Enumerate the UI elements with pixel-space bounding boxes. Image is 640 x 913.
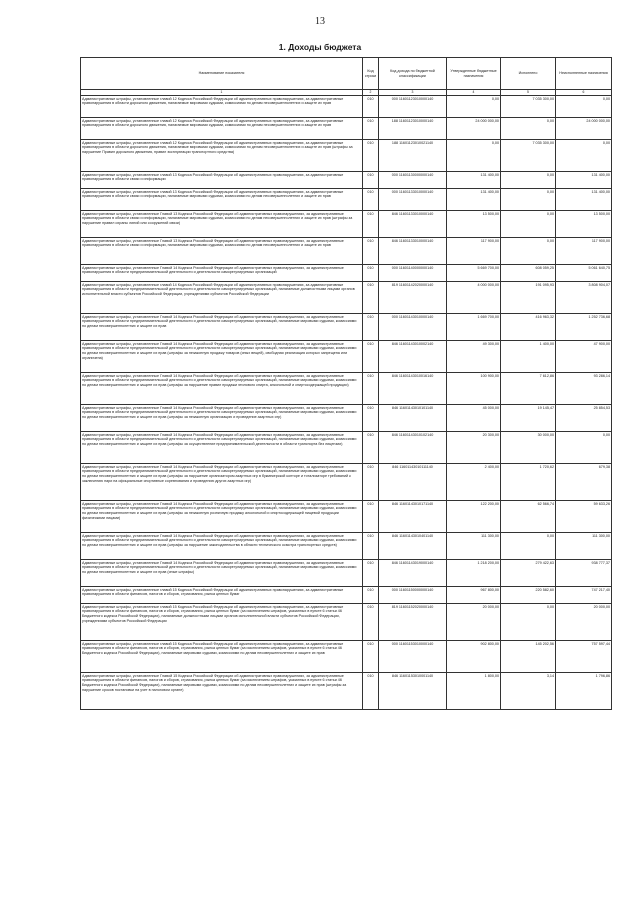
row-name-cell: Административные штрафы, установленные Главой 13 Кодекса Российской Федерации об административных правонарушениях, за административные правонарушения в области связи и информации, налагаемые мировыми судьями, комиссиями по делам несовершеннолетних и защите их прав (штрафы за нарушение правил охраны линий или сооружений связи) — [81, 211, 363, 238]
row-executed-cell: 0,00 — [501, 189, 556, 211]
column-number: 5 — [501, 90, 556, 96]
row-executed-cell: 62 566,74 — [501, 501, 556, 533]
row-approved-cell: 4 000 000,00 — [447, 282, 501, 314]
row-remaining-cell: 131 400,00 — [556, 172, 612, 189]
row-name-cell: Административные штрафы, установленные главой 14 Кодекса Российской Федерации об административных правонарушениях, за административные правонарушения в области предпринимательской деятельности и деятельности саморегулируемых организаций, налагаемые должностными лицами органов исполнительной власти субъектов Российской Федерации, учреждениями субъектов Российской Федерации — [81, 282, 363, 314]
header-approved: Утвержденные бюджетные назначения — [447, 58, 501, 90]
row-approved-cell: 2 400,00 — [447, 464, 501, 501]
row-kbk-cell: 000 11601130000000140 — [379, 172, 447, 189]
row-name-cell: Административные штрафы, установленные Главой 14 Кодекса Российской Федерации об административных правонарушениях, за административные правонарушения в области предпринимательской деятельности и деятельности саморегулируемых организаций, налагаемые мировыми судьями, комиссиями по делам несовершеннолетних и защите их прав (штрафы за осуществление предпринимательской деятельности в области транспорта без лицензии) — [81, 432, 363, 464]
row-approved-cell: 100 900,00 — [447, 373, 501, 405]
row-executed-cell: 0,00 — [501, 172, 556, 189]
table-row — [81, 501, 612, 533]
row-remaining-cell: 757 597,44 — [556, 641, 612, 673]
row-name-cell: Административные штрафы, установленные главой 13 Кодекса Российской Федерации об административных правонарушениях, за административные правонарушения в области связи и информации, налагаемые мировыми судьями, комиссиями по делам несовершеннолетних и защите их прав — [81, 189, 363, 211]
row-approved-cell: 131 400,00 — [447, 189, 501, 211]
row-approved-cell: 45 000,00 — [447, 405, 501, 432]
row-remaining-cell: 111 300,00 — [556, 533, 612, 560]
table-row — [81, 405, 612, 432]
row-approved-cell: 13 500,00 — [447, 211, 501, 238]
row-executed-cell: 220 582,60 — [501, 587, 556, 604]
row-executed-cell: 145 202,56 — [501, 641, 556, 673]
column-number: 2 — [363, 90, 379, 96]
row-code-cell: 010 — [363, 604, 379, 641]
row-code-cell: 010 — [363, 673, 379, 710]
row-executed-cell: 0,00 — [501, 211, 556, 238]
row-approved-cell: 5 669 700,00 — [447, 265, 501, 282]
row-code-cell: 010 — [363, 172, 379, 189]
row-approved-cell: 1 669 700,00 — [447, 314, 501, 341]
table-row — [81, 432, 612, 464]
row-executed-cell: 7 035 300,00 — [501, 140, 556, 172]
row-executed-cell: 0,00 — [501, 238, 556, 265]
row-name-cell: Административные штрафы, установленные главой 13 Кодекса Российской Федерации об административных правонарушениях, за административные правонарушения в области связи и информации — [81, 172, 363, 189]
row-executed-cell: 416 963,32 — [501, 314, 556, 341]
row-remaining-cell: 0,00 — [556, 96, 612, 118]
table-row — [81, 373, 612, 405]
table-row — [81, 172, 612, 189]
table-row — [81, 641, 612, 673]
row-code-cell: 010 — [363, 140, 379, 172]
table-row — [81, 673, 612, 710]
row-remaining-cell: 131 400,00 — [556, 189, 612, 211]
table-row — [81, 533, 612, 560]
row-approved-cell: 0,00 — [447, 140, 501, 172]
row-code-cell: 010 — [363, 464, 379, 501]
header-remaining: Неисполненные назначения — [556, 58, 612, 90]
row-remaining-cell: 25 854,53 — [556, 405, 612, 432]
row-kbk-cell: 846 11601143010101140 — [379, 405, 447, 432]
row-kbk-cell: 846 11601133010000140 — [379, 238, 447, 265]
table-row — [81, 140, 612, 172]
table-row — [81, 265, 612, 282]
row-code-cell: 010 — [363, 314, 379, 341]
row-approved-cell: 49 300,00 — [447, 341, 501, 373]
table-row — [81, 604, 612, 641]
row-code-cell: 010 — [363, 341, 379, 373]
row-code-cell: 010 — [363, 641, 379, 673]
row-executed-cell: 1 400,00 — [501, 341, 556, 373]
row-remaining-cell: 20 000,00 — [556, 604, 612, 641]
row-name-cell: Административные штрафы, установленные Главой 14 Кодекса Российской Федерации об административных правонарушениях, за административные правонарушения в области предпринимательской деятельности и деятельности саморегулируемых организаций, налагаемые мировыми судьями, комиссиями по делам несовершеннолетних и защите их прав — [81, 314, 363, 341]
row-name-cell: Административные штрафы, установленные главой 15 Кодекса Российской Федерации об административных правонарушениях, за административные правонарушения в области финансов, налогов и сборов, страхования, рынка ценных бумаг — [81, 587, 363, 604]
row-approved-cell: 1 800,00 — [447, 673, 501, 710]
row-kbk-cell: 819 11601142020000140 — [379, 282, 447, 314]
row-remaining-cell: 747 217,40 — [556, 587, 612, 604]
row-name-cell: Административные штрафы, установленные главой 12 Кодекса Российской Федерации об административных правонарушениях, за административные правонарушения в области дорожного движения, налагаемые мировыми судьями, комиссиями по делам несовершеннолетних и защите их прав — [81, 96, 363, 118]
row-executed-cell: 3,14 — [501, 673, 556, 710]
header-kbk: Код дохода по бюджетной классификации — [379, 58, 447, 90]
row-kbk-cell: 846 11601143010102140 — [379, 432, 447, 464]
column-number: 6 — [556, 90, 612, 96]
row-code-cell: 010 — [363, 501, 379, 533]
row-remaining-cell: 3 808 904,07 — [556, 282, 612, 314]
row-approved-cell: 117 900,00 — [447, 238, 501, 265]
row-remaining-cell: 938 777,37 — [556, 560, 612, 587]
row-kbk-cell: 000 11601123010000140 — [379, 96, 447, 118]
column-number: 4 — [447, 90, 501, 96]
row-executed-cell: 7 612,86 — [501, 373, 556, 405]
header-code: Код строки — [363, 58, 379, 90]
row-code-cell: 010 — [363, 189, 379, 211]
row-executed-cell: 0,00 — [501, 604, 556, 641]
row-name-cell: Административные штрафы, установленные Главой 14 Кодекса Российской Федерации об административных правонарушениях, за административные правонарушения в области предпринимательской деятельности и деятельности саморегулируемых организаций — [81, 265, 363, 282]
row-remaining-cell: 0,00 — [556, 432, 612, 464]
table-row — [81, 211, 612, 238]
row-executed-cell: 279 422,63 — [501, 560, 556, 587]
row-code-cell: 010 — [363, 373, 379, 405]
row-code-cell: 010 — [363, 432, 379, 464]
row-kbk-cell: 846 11601143019000140 — [379, 560, 447, 587]
row-kbk-cell: 819 11601152020000140 — [379, 604, 447, 641]
row-approved-cell: 20 300,00 — [447, 432, 501, 464]
table-row — [81, 118, 612, 140]
row-code-cell: 010 — [363, 282, 379, 314]
row-executed-cell: 7 035 300,00 — [501, 96, 556, 118]
column-number: 1 — [81, 90, 363, 96]
row-name-cell: Административные штрафы, установленные Главой 14 Кодекса Российской Федерации об административных правонарушениях, за административные правонарушения в области предпринимательской деятельности и деятельности саморегулируемых организаций, налагаемые мировыми судьями, комиссиями по делам несовершеннолетних и защите их прав (иные штрафы) — [81, 560, 363, 587]
table-row — [81, 464, 612, 501]
row-remaining-cell: 47 900,00 — [556, 341, 612, 373]
row-code-cell: 010 — [363, 265, 379, 282]
row-code-cell: 010 — [363, 211, 379, 238]
row-executed-cell: 0,00 — [501, 118, 556, 140]
row-kbk-cell: 846 11601143010016140 — [379, 373, 447, 405]
row-approved-cell: 902 800,00 — [447, 641, 501, 673]
column-number: 3 — [379, 90, 447, 96]
header-name: Наименование показателя — [81, 58, 363, 90]
row-executed-cell: 19 145,47 — [501, 405, 556, 432]
page-number: 13 — [315, 16, 325, 27]
row-remaining-cell: 117 900,00 — [556, 238, 612, 265]
row-remaining-cell: 93 286,14 — [556, 373, 612, 405]
row-executed-cell: 608 059,25 — [501, 265, 556, 282]
row-kbk-cell: 188 11601123010000140 — [379, 118, 447, 140]
row-approved-cell: 1 218 200,00 — [447, 560, 501, 587]
row-code-cell: 010 — [363, 96, 379, 118]
row-remaining-cell: 1 252 736,68 — [556, 314, 612, 341]
row-code-cell: 010 — [363, 560, 379, 587]
row-remaining-cell: 59 633,26 — [556, 501, 612, 533]
row-executed-cell: 1 720,62 — [501, 464, 556, 501]
table-row — [81, 560, 612, 587]
row-code-cell: 010 — [363, 533, 379, 560]
row-name-cell: Административные штрафы, установленные Главой 13 Кодекса Российской Федерации об административных правонарушениях, за административные правонарушения в области связи и информации, налагаемые мировыми судьями, комиссиями по делам несовершеннолетних и защите их прав — [81, 238, 363, 265]
row-approved-cell: 24 000 000,00 — [447, 118, 501, 140]
row-approved-cell: 131 400,00 — [447, 172, 501, 189]
row-code-cell: 010 — [363, 118, 379, 140]
table-row — [81, 189, 612, 211]
row-name-cell: Административные штрафы, установленные Главой 14 Кодекса Российской Федерации об административных правонарушениях, за административные правонарушения в области предпринимательской деятельности и деятельности саморегулируемых организаций, налагаемые мировыми судьями, комиссиями по делам несовершеннолетних и защите их прав (штрафы за нарушение организатором азартных игр в букмекерской конторе и тотализаторе требований к заключению пари на официальные спортивные соревнования и проведению других азартных игр) — [81, 464, 363, 501]
budget-income-table — [80, 57, 612, 710]
table-row — [81, 96, 612, 118]
row-kbk-cell: 846 11601143010111140 — [379, 464, 447, 501]
header-executed: Исполнено — [501, 58, 556, 90]
row-kbk-cell: 000 11601150000000140 — [379, 587, 447, 604]
row-executed-cell: 191 095,93 — [501, 282, 556, 314]
row-kbk-cell: 846 11601143010171140 — [379, 501, 447, 533]
row-remaining-cell: 679,38 — [556, 464, 612, 501]
row-code-cell: 010 — [363, 405, 379, 432]
row-name-cell: Административные штрафы, установленные главой 15 Кодекса Российской Федерации об административных правонарушениях, за административные правонарушения в области финансов, налогов и сборов, страхования, рынка ценных бумаг (за исключением штрафов, указанных в пункте 6 статьи 46 Бюджетного кодекса Российской Федерации), налагаемые мировыми судьями, комиссиями по делам несовершеннолетних и защите их прав — [81, 641, 363, 673]
row-approved-cell: 0,00 — [447, 96, 501, 118]
row-kbk-cell: 000 11601143010000140 — [379, 314, 447, 341]
row-name-cell: Административные штрафы, установленные Главой 14 Кодекса Российской Федерации об административных правонарушениях, за административные правонарушения в области предпринимательской деятельности и деятельности саморегулируемых организаций, налагаемые мировыми судьями, комиссиями по делам несовершеннолетних и защите их прав (штрафы за незаконную розничную продажу алкогольной и спиртосодержащей пищевой продукции физическими лицами) — [81, 501, 363, 533]
table-body — [81, 96, 612, 710]
row-executed-cell: 30 000,00 — [501, 432, 556, 464]
row-name-cell: Административные штрафы, установленные Главой 14 Кодекса Российской Федерации об административных правонарушениях, за административные правонарушения в области предпринимательской деятельности и деятельности саморегулируемых организаций, налагаемые мировыми судьями, комиссиями по делам несовершеннолетних и защите их прав (штрафы за незаконную продажу товаров (иных вещей), свободная реализация которых запрещена или ограничена) — [81, 341, 363, 373]
row-kbk-cell: 188 11601123010021140 — [379, 140, 447, 172]
table-row — [81, 587, 612, 604]
row-executed-cell: 0,00 — [501, 533, 556, 560]
row-name-cell: Административные штрафы, установленные главой 15 Кодекса Российской Федерации об административных правонарушениях, за административные правонарушения в области финансов, налогов и сборов, страхования, рынка ценных бумаг (за исключением штрафов, указанных в пункте 6 статьи 46 Бюджетного кодекса Российской Федерации), налагаемые должностными лицами органов исполнительной власти субъектов Российской Федерации, учреждениями субъектов Российской Федерации — [81, 604, 363, 641]
row-approved-cell: 122 200,00 — [447, 501, 501, 533]
row-kbk-cell: 846 11601153010001140 — [379, 673, 447, 710]
row-code-cell: 010 — [363, 238, 379, 265]
table-row — [81, 238, 612, 265]
row-name-cell: Административные штрафы, установленные главой 12 Кодекса Российской Федерации об административных правонарушениях, за административные правонарушения в области дорожного движения, налагаемые мировыми судьями, комиссиями по делам несовершеннолетних и защите их прав — [81, 118, 363, 140]
row-remaining-cell: 13 500,00 — [556, 211, 612, 238]
row-remaining-cell: 0,00 — [556, 140, 612, 172]
row-remaining-cell: 5 061 640,75 — [556, 265, 612, 282]
row-remaining-cell: 1 796,86 — [556, 673, 612, 710]
table-row — [81, 341, 612, 373]
row-code-cell: 010 — [363, 587, 379, 604]
row-approved-cell: 967 800,00 — [447, 587, 501, 604]
row-name-cell: Административные штрафы, установленные Главой 15 Кодекса Российской Федерации об административных правонарушениях, за административные правонарушения в области финансов, налогов и сборов, страхования, рынка ценных бумаг (за исключением штрафов, указанных в пункте 6 статьи 46 Бюджетного кодекса Российской Федерации), налагаемые мировыми судьями, комиссиями по делам несовершеннолетних и защите их прав (штрафы за нарушение сроков постановки на учет в налоговом органе) — [81, 673, 363, 710]
section-title: 1. Доходы бюджета — [278, 42, 362, 52]
row-kbk-cell: 000 11601140000000140 — [379, 265, 447, 282]
row-kbk-cell: 000 11601133010000140 — [379, 189, 447, 211]
row-kbk-cell: 846 11601143010401140 — [379, 533, 447, 560]
row-name-cell: Административные штрафы, установленные Главой 14 Кодекса Российской Федерации об административных правонарушениях, за административные правонарушения в области предпринимательской деятельности и деятельности саморегулируемых организаций, налагаемые мировыми судьями, комиссиями по делам несовершеннолетних и защите их прав (штрафы за нарушение законодательства в области технического осмотра транспортных средств) — [81, 533, 363, 560]
row-kbk-cell: 846 11601133010000140 — [379, 211, 447, 238]
row-approved-cell: 20 000,00 — [447, 604, 501, 641]
row-name-cell: Административные штрафы, установленные Главой 14 Кодекса Российской Федерации об административных правонарушениях, за административные правонарушения в области предпринимательской деятельности и деятельности саморегулируемых организаций, налагаемые мировыми судьями, комиссиями по делам несовершеннолетних и защите их прав (штрафы за нарушение правил продажи этилового спирта, алкогольной и спиртосодержащей продукции) — [81, 373, 363, 405]
row-name-cell: Административные штрафы, установленные главой 12 Кодекса Российской Федерации об административных правонарушениях, за административные правонарушения в области дорожного движения, налагаемые мировыми судьями, комиссиями по делам несовершеннолетних и защите их прав (штрафы за нарушение Правил дорожного движения, правил эксплуатации транспортного средства) — [81, 140, 363, 172]
row-kbk-cell: 846 11601143010002140 — [379, 341, 447, 373]
row-approved-cell: 111 300,00 — [447, 533, 501, 560]
table-row — [81, 282, 612, 314]
row-kbk-cell: 000 11601153010000140 — [379, 641, 447, 673]
row-remaining-cell: 24 000 000,00 — [556, 118, 612, 140]
table-row — [81, 314, 612, 341]
row-name-cell: Административные штрафы, установленные Главой 14 Кодекса Российской Федерации об административных правонарушениях, за административные правонарушения в области предпринимательской деятельности и деятельности саморегулируемых организаций, налагаемые мировыми судьями, комиссиями по делам несовершеннолетних и защите их прав (штрафы за незаконную организацию и проведение азартных игр) — [81, 405, 363, 432]
